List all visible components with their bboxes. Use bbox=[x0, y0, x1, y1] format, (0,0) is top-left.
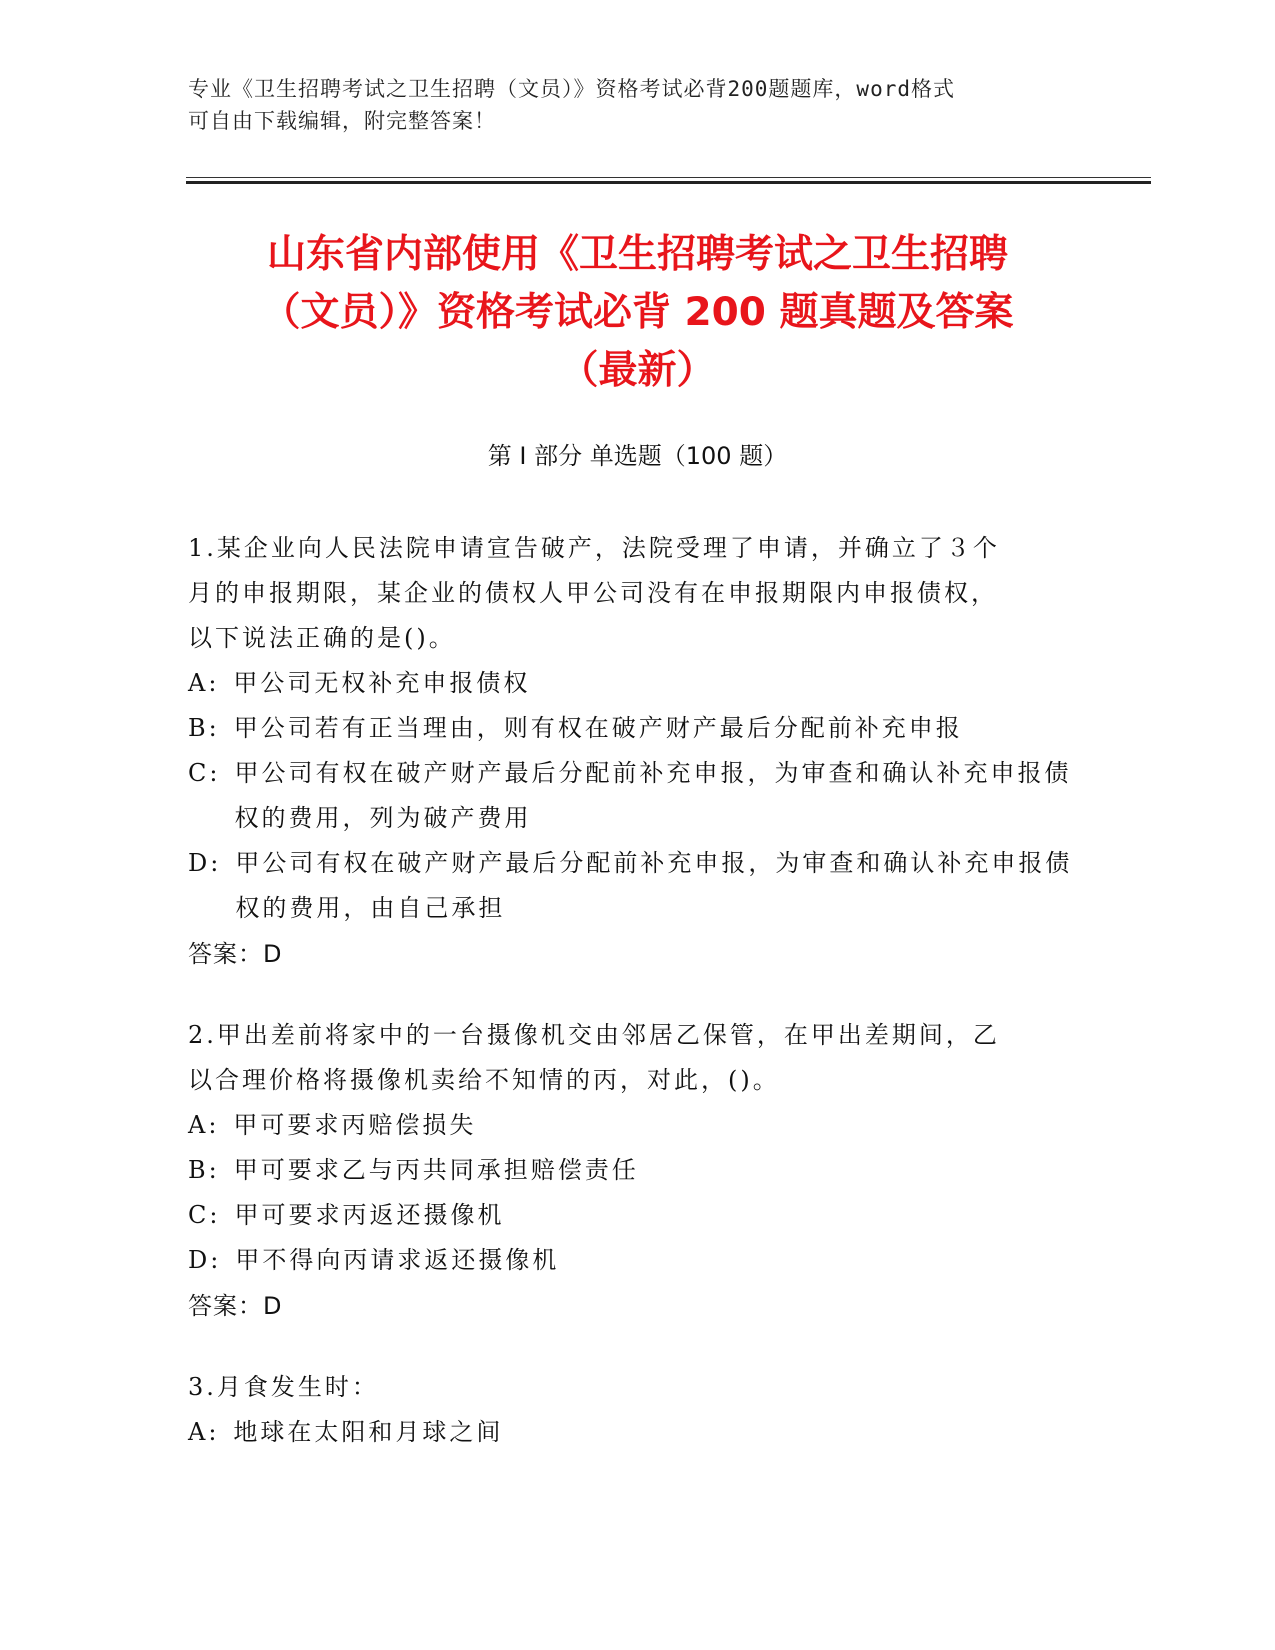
option-text: 甲不得向丙请求返还摄像机 bbox=[235, 1246, 560, 1274]
intro-line-1: 专业《卫生招聘考试之卫生招聘（文员）》资格考试必背200题题库，word格式 bbox=[188, 77, 955, 101]
question-list bbox=[188, 526, 1073, 1491]
option-text: 甲公司无权补充申报债权 bbox=[233, 669, 531, 697]
question-stem-line: 3.月食发生时： bbox=[188, 1373, 379, 1401]
header-divider-thick bbox=[186, 181, 1151, 184]
option-text: 地球在太阳和月球之间 bbox=[233, 1418, 504, 1446]
option-a bbox=[188, 1410, 1073, 1455]
answer-label: 答案：D bbox=[188, 1292, 283, 1320]
question-stem-line: 以合理价格将摄像机卖给不知情的丙，对此，()。 bbox=[188, 1066, 780, 1094]
option-text: 甲公司有权在破产财产最后分配前补充申报，为审查和确认补充申报债权的费用，列为破产费用 bbox=[234, 759, 1072, 832]
option-key: B: bbox=[188, 1156, 220, 1184]
header-divider-thin bbox=[186, 177, 1151, 178]
option-d bbox=[188, 841, 1073, 931]
option-text: 甲可要求丙返还摄像机 bbox=[234, 1201, 505, 1229]
option-a bbox=[188, 661, 1073, 706]
question-stem-line: 2.甲出差前将家中的一台摄像机交由邻居乙保管，在甲出差期间，乙 bbox=[188, 1021, 1000, 1049]
option-key: B: bbox=[188, 714, 220, 742]
intro-line-2: 可自由下载编辑，附完整答案！ bbox=[188, 109, 496, 133]
option-a bbox=[188, 1103, 1073, 1148]
question-stem-line: 以下说法正确的是()。 bbox=[188, 624, 456, 652]
option-text: 甲可要求乙与丙共同承担赔偿责任 bbox=[233, 1156, 639, 1184]
option-key: C: bbox=[188, 759, 221, 787]
option-c bbox=[188, 1193, 1073, 1238]
option-key: A: bbox=[188, 669, 220, 697]
option-b bbox=[188, 1148, 1073, 1193]
option-text: 甲公司若有正当理由，则有权在破产财产最后分配前补充申报 bbox=[233, 714, 963, 742]
title-line-1: 山东省内部使用《卫生招聘考试之卫生招聘 bbox=[266, 232, 1008, 277]
option-key: A: bbox=[188, 1111, 220, 1139]
option-key: A: bbox=[188, 1418, 220, 1446]
question-2 bbox=[188, 1013, 1073, 1329]
question-stem-line: 1.某企业向人民法院申请宣告破产，法院受理了申请，并确立了３个 bbox=[188, 534, 1000, 562]
option-text: 甲公司有权在破产财产最后分配前补充申报，为审查和确认补充申报债权的费用，由自己承担 bbox=[235, 849, 1073, 922]
document-title bbox=[150, 226, 1125, 400]
question-3 bbox=[188, 1365, 1073, 1455]
section-heading: 第 I 部分 单选题（100 题） bbox=[487, 442, 788, 470]
answer-label: 答案：D bbox=[188, 940, 283, 968]
question-stem-line: 月的申报期限，某企业的债权人甲公司没有在申报期限内申报债权， bbox=[188, 579, 998, 607]
option-text: 甲可要求丙赔偿损失 bbox=[233, 1111, 477, 1139]
option-b bbox=[188, 706, 1073, 751]
intro-text bbox=[188, 73, 1088, 137]
option-d bbox=[188, 1238, 1073, 1283]
title-line-2: （文员）》资格考试必背 200 题真题及答案 bbox=[261, 290, 1014, 335]
option-key: D: bbox=[188, 849, 222, 877]
question-1 bbox=[188, 526, 1073, 977]
option-key: C: bbox=[188, 1201, 221, 1229]
option-key: D: bbox=[188, 1246, 222, 1274]
option-c bbox=[188, 751, 1073, 841]
title-line-3: （最新） bbox=[559, 348, 716, 393]
